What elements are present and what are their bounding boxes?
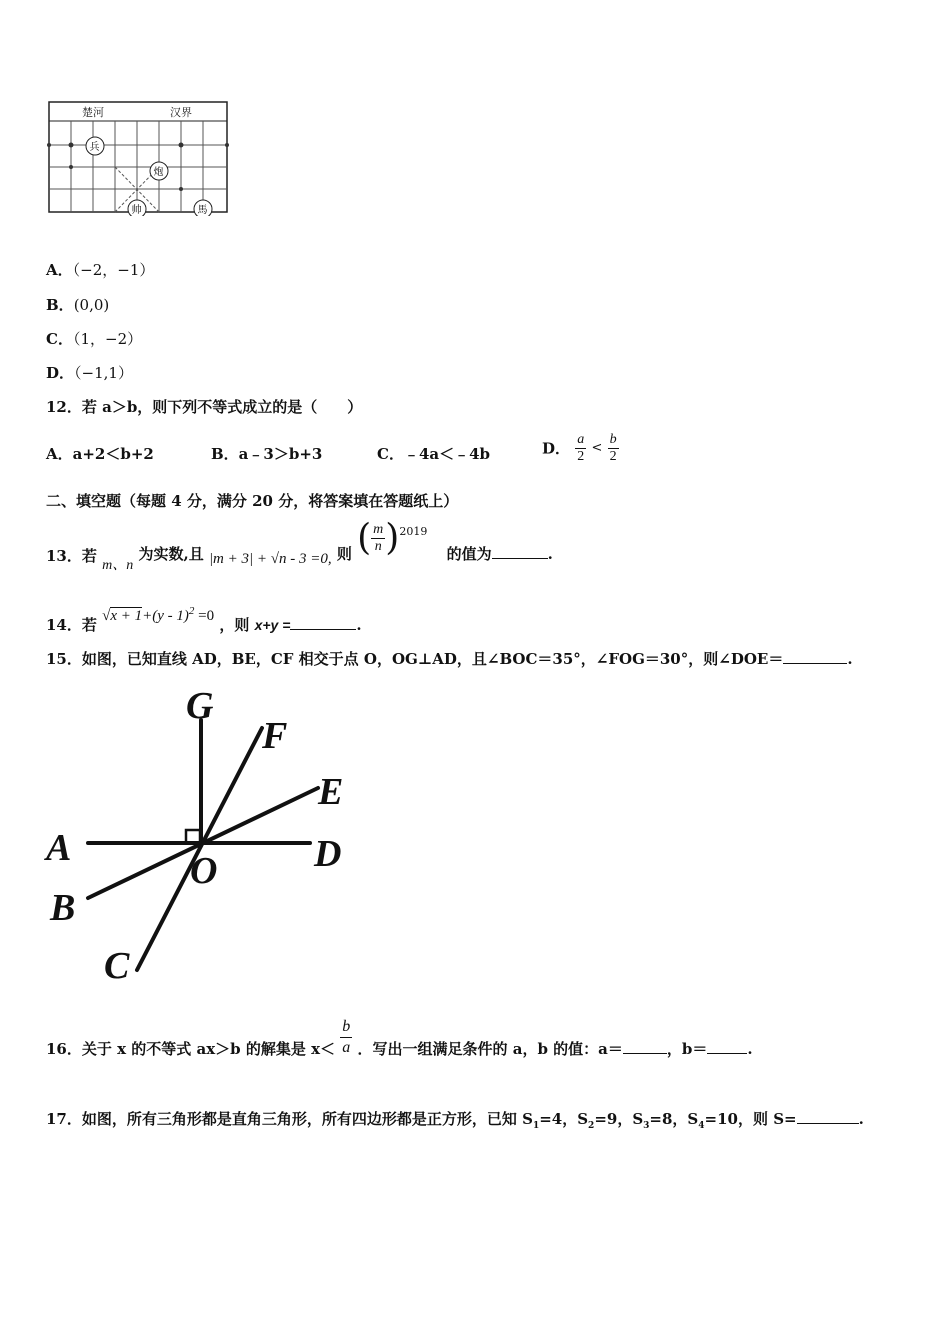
question-14: 14．若 √x + 1+(y - 1)$^2$ =0 ，则 x+y = . [46, 605, 362, 634]
fraction-b-over-2: $\frac{b}{2}$ [609, 432, 617, 464]
q14-expression: √x + 1+(y - 1)$^2$ =0 [102, 605, 215, 624]
option-c: C．（1，−2） [46, 330, 143, 348]
fraction-a-over-2: $\frac{a}{2}$ [577, 432, 585, 464]
piece-ma-label: 馬 [197, 205, 208, 216]
piece-bing-label: 兵 [89, 142, 100, 153]
q14-answer-blank[interactable] [290, 615, 356, 630]
lines-intersection-figure [40, 680, 370, 990]
piece-shuai-label: 帅 [131, 205, 142, 216]
q17-answer-blank[interactable] [797, 1109, 859, 1124]
piece-bing [86, 137, 104, 155]
q13-vars: m、n [102, 557, 134, 573]
label-b: B [50, 887, 76, 929]
q12-option-d: D． $\frac{a}{2}$ < $\frac{b}{2}$ [542, 432, 617, 464]
q16-b-blank[interactable] [707, 1039, 747, 1054]
piece-shuai [128, 200, 146, 216]
question-16: 16．关于 x 的不等式 ax＞b 的解集是 x＜ $\frac{b}{a}$ ．写出一组满足条件的 a，b 的值：a＝ ，b＝ . [46, 1018, 753, 1058]
q13-answer-blank[interactable] [492, 544, 548, 559]
question-12-stem: 12．若 a＞b，则下列不等式成立的是（ ） [46, 398, 363, 416]
q16-a-blank[interactable] [623, 1039, 667, 1054]
question-13: 13．若 m、n 为实数,且 |m + 3| + √n - 3 =0, 则 ( $\frac{m}{n}$ )$^{2019}$ 的值为 . [46, 517, 553, 573]
piece-pao [150, 162, 168, 180]
label-c: C [104, 945, 130, 987]
chess-board-figure [46, 100, 230, 216]
label-o: O [190, 850, 218, 892]
q12-option-b: B．a﹣3＞b+3 [211, 445, 323, 463]
q13-expression: |m + 3| + √n - 3 =0, [208, 550, 332, 567]
label-f: F [262, 715, 288, 757]
river-right-label: 汉界 [170, 106, 192, 119]
section-fill-in-heading: 二、填空题（每题 4 分，满分 20 分，将答案填在答题纸上） [46, 492, 459, 510]
question-15: 15．如图，已知直线 AD，BE，CF 相交于点 O，OG⊥AD，且∠BOC＝35°，∠FOG＝30°，则∠DOE＝ . [46, 650, 853, 668]
q13-power-expression: ( $\frac{m}{n}$ )$^{2019}$ [357, 517, 428, 559]
label-d: D [314, 833, 342, 875]
label-e: E [318, 771, 344, 813]
river-left-label: 楚河 [82, 106, 104, 119]
option-b: B．(0,0) [46, 296, 110, 314]
piece-ma [194, 200, 212, 216]
piece-pao-label: 炮 [153, 167, 164, 178]
q12-option-c: C．﹣4a＜﹣4b [377, 445, 491, 463]
question-17: 17．如图，所有三角形都是直角三角形，所有四边形都是正方形，已知 $S_1=4$，$S_2=9$，$S_3=8$，$S_4=10$，则 S= . [46, 1110, 864, 1131]
q15-answer-blank[interactable] [783, 649, 847, 664]
q12-option-a: A．a+2＜b+2 [46, 445, 154, 463]
fraction-b-over-a: $\frac{b}{a}$ [342, 1018, 351, 1056]
label-a: A [46, 827, 72, 869]
option-a: A．（−2，−1） [46, 261, 155, 279]
option-d: D．（−1,1） [46, 364, 133, 382]
label-g: G [186, 685, 214, 727]
